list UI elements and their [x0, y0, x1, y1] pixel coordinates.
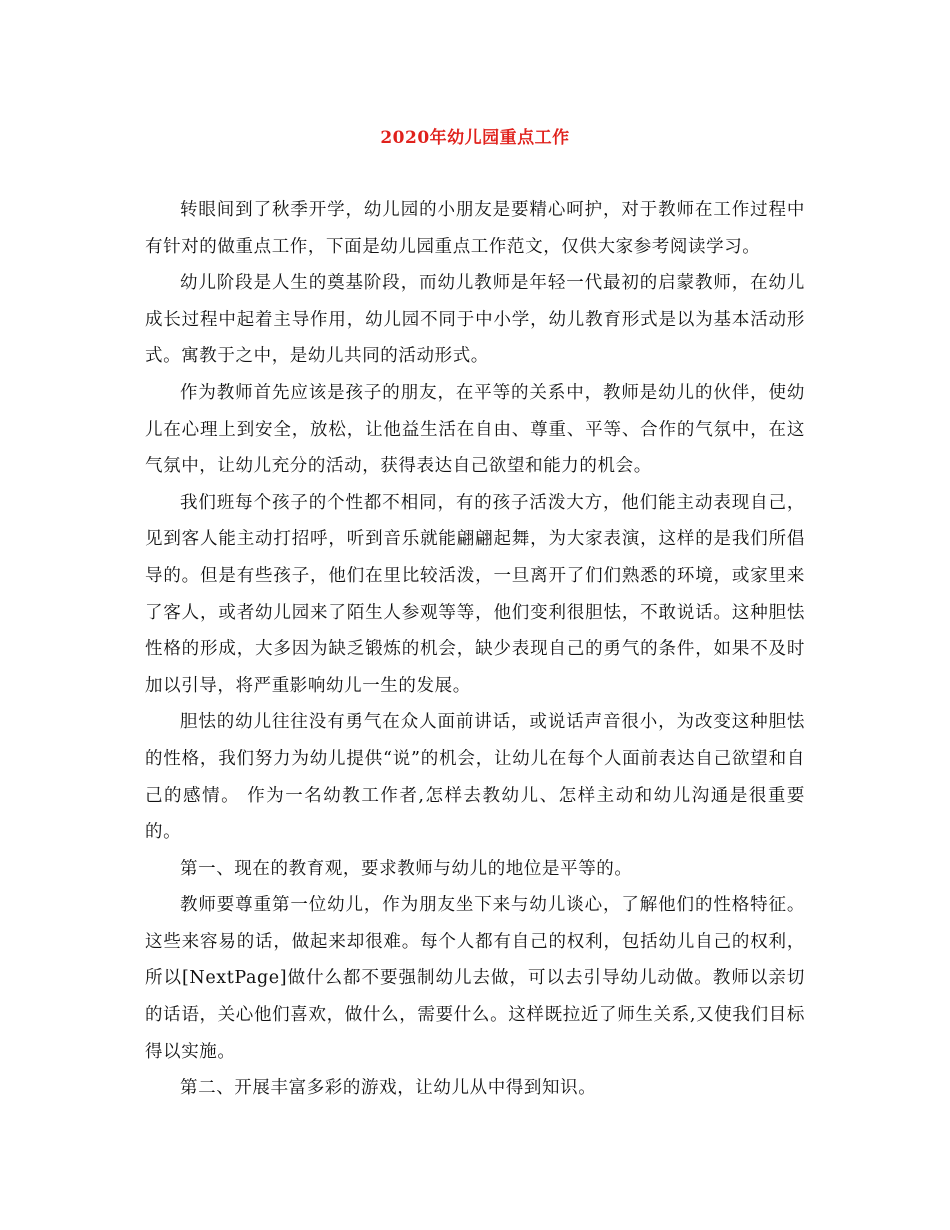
paragraph: 幼儿阶段是人生的奠基阶段，而幼儿教师是年轻一代最初的启蒙教师，在幼儿成长过程中起着主导作用，幼儿园不同于中小学，幼儿教育形式是以为基本活动形式。寓教于之中，是幼儿共同的活动形式。	[145, 273, 805, 367]
paragraph: 我们班每个孩子的个性都不相同，有的孩子活泼大方，他们能主动表现自己，见到客人能主动打招呼，听到音乐就能翩翩起舞，为大家表演，这样的是我们所倡导的。但是有些孩子，他们在里比较活泼，一旦离开了们们熟悉的环境，或家里来了客人，或者幼儿园来了陌生人参观等等，他们变利很胆怯，不敢说话。这种胆怯性格的形成，大多因为缺乏锻炼的机会，缺少表现自己的勇气的条件，如果不及时加以引导，将严重影响幼儿一生的发展。	[145, 492, 805, 696]
document-body	[145, 192, 805, 1107]
paragraph: 作为教师首先应该是孩子的朋友，在平等的关系中，教师是幼儿的伙伴，使幼儿在心理上到安全，放松，让他益生活在自由、尊重、平等、合作的气氛中，在这气氛中，让幼儿充分的活动，获得表达自己欲望和能力的机会。	[145, 382, 805, 477]
paragraph: 第二、开展丰富多彩的游戏，让幼儿从中得到知识。	[180, 1078, 597, 1099]
document-title: 2020年幼儿园重点工作	[380, 128, 570, 148]
paragraph: 教师要尊重第一位幼儿，作为朋友坐下来与幼儿谈心，了解他们的性格特征。这些来容易的话，做起来却很难。每个人都有自己的权利，包括幼儿自己的权利，所以[NextPage]做什么都不要强制幼儿去做，可以去引导幼儿动做。教师以亲切的话语，关心他们喜欢，做什么，需要什么。这样既拉近了师生关系,又使我们目标得以实施。	[145, 895, 805, 1062]
paragraph: 胆怯的幼儿往往没有勇气在众人面前讲话，或说话声音很小，为改变这种胆怯的性格，我们努力为幼儿提供“说”的机会，让幼儿在每个人面前表达自己欲望和自己的感情。 作为一名幼教工作者,怎样去教幼儿、怎样主动和幼儿沟通是很重要的。	[145, 712, 805, 843]
paragraph: 转眼间到了秋季开学，幼儿园的小朋友是要精心呵护，对于教师在工作过程中有针对的做重点工作，下面是幼儿园重点工作范文，仅供大家参考阅读学习。	[145, 200, 805, 257]
paragraph: 第一、现在的教育观，要求教师与幼儿的地位是平等的。	[180, 858, 633, 879]
